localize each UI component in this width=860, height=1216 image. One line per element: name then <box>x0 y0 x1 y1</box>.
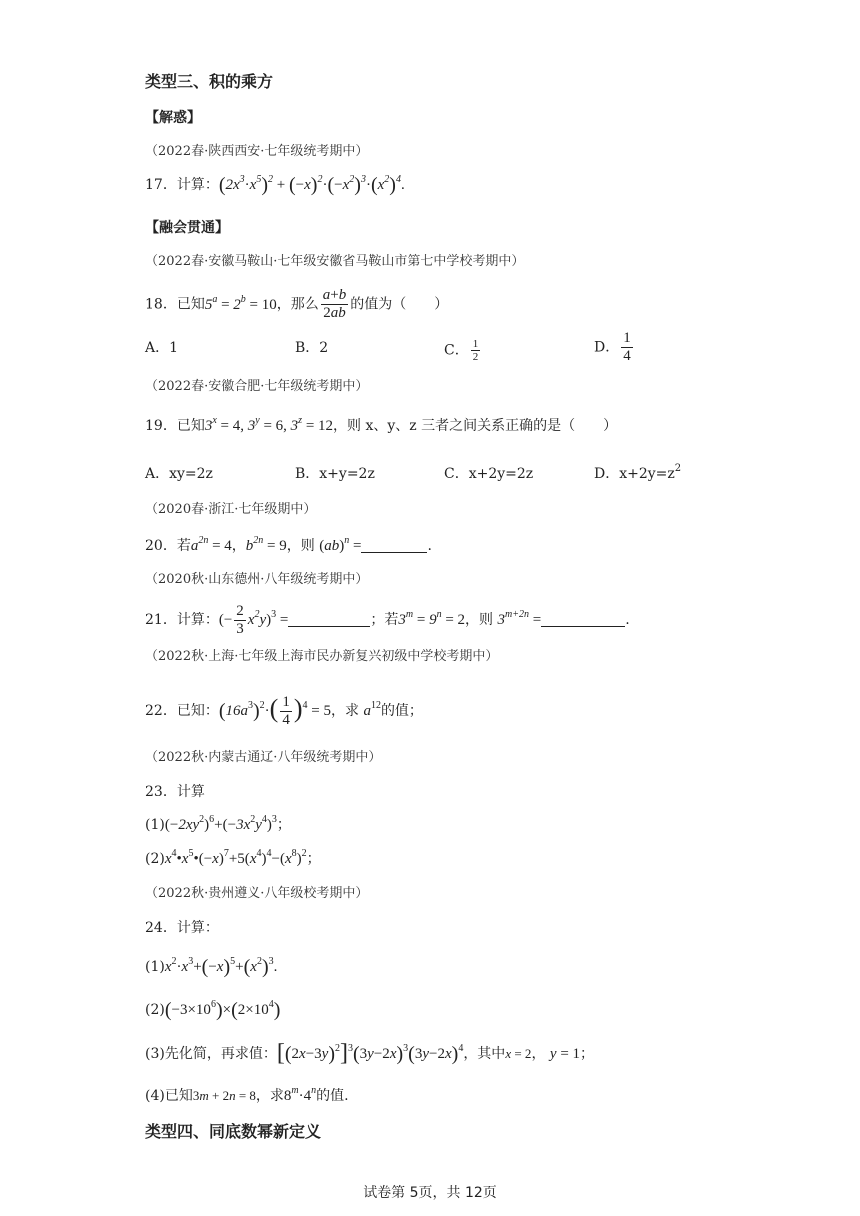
source-23: （2022秋·内蒙古通辽·八年级统考期中） <box>145 750 382 765</box>
q20-formula: $a^{2n} = 4$ <box>190 535 232 554</box>
q19-option-d-exp: 2 <box>674 463 682 474</box>
q24-part-4-expr: $8^m\cdot 4^n$ <box>283 1085 317 1104</box>
q24-part-4-mid: ，求 <box>255 1088 284 1104</box>
q22-label: 22．已知： <box>145 702 219 719</box>
section-heading-3: 类型三、积的乘方 <box>145 72 274 91</box>
q24-part-3: (3)先化简，再求值：$[(2x-3y)^2]^3(3y-2x)^3(3y-2x)^4$，其中x = 2， y = 1； <box>145 1040 595 1066</box>
page-footer: 试卷第 5页，共 12页 <box>363 1185 497 1201</box>
q18-option-d-label: D． <box>594 339 620 356</box>
q19-option-a[interactable]: A．xy=2z <box>145 466 213 482</box>
q22-formula: $(16a^3)^2\cdot$( $\frac{1}{4}$ )$^4$ = 5 <box>218 693 331 728</box>
q21-label: 21．计算： <box>145 611 219 628</box>
source-22: （2022秋·上海·七年级上海市民办新复兴初级中学校考期中） <box>145 649 499 664</box>
q19-option-d[interactable] <box>594 464 681 484</box>
source-24: （2022秋·贵州遵义·八年级校考期中） <box>145 886 369 901</box>
q24-part-4-label: (4)已知 <box>145 1088 193 1104</box>
q19-option-d-label: D．x+2y=z <box>594 466 675 482</box>
q22-end: 的值； <box>380 702 423 719</box>
q17-formula: $(2x^3\cdot x^5)^2 + (-x)^2\cdot(-x^2)^3\cdot(x^2)^4$. <box>218 174 405 196</box>
question-23: 23．计算 <box>145 784 205 800</box>
q18-option-a[interactable]: A．1 <box>145 340 179 356</box>
q20-formula-c: (ab)$^n$ = <box>319 535 362 554</box>
q20-label: 20．若 <box>145 538 191 554</box>
q24-part-3-where: ，其中 <box>463 1046 506 1062</box>
q21-formula-a: (− $\frac{2}{3}$ $x^2y)^3$ = <box>218 603 289 637</box>
tag-ronghui: 【融会贯通】 <box>145 220 229 236</box>
question-18 <box>145 287 448 322</box>
q19-label: 19．已知 <box>145 418 205 434</box>
q23-part-2: $(2)x^4•x^5•(-x)^7+5(x^4)^4-(x^8)^2$； <box>145 848 321 867</box>
question-20: 20．若$a^{2n} = 4$，$b^{2n} = 9$，则 (ab)$^n$ = . <box>145 535 432 554</box>
q18-option-c-fraction: $\frac{1}{2}$ <box>472 338 479 363</box>
source-19: （2022春·安徽合肥·七年级统考期中） <box>145 379 369 394</box>
q17-label: 17．计算： <box>145 177 219 193</box>
q18-end: 的值为（ ） <box>350 296 449 313</box>
section-heading-4: 类型四、同底数幂新定义 <box>145 1122 322 1141</box>
q24-part-3-y: y = 1 <box>549 1046 581 1062</box>
question-22: 22．已知：$(16a^3)^2\cdot$( $\frac{1}{4}$ )$^4$ = 5，求 $a^{12}$的值； <box>145 693 423 728</box>
q24-part-4 <box>145 1086 349 1106</box>
q24-part-2: $(2)(-3\times 10^6)\times(2\times 10^4)$ <box>145 999 281 1021</box>
q21-answer-blank-1[interactable] <box>288 612 370 627</box>
q18-mid: ，那么 <box>276 296 319 313</box>
q21-formula-c: $3^{m+2n}$ = <box>497 608 542 628</box>
q20-answer-blank[interactable] <box>361 538 427 553</box>
q24-part-3-label: (3)先化简，再求值： <box>145 1046 277 1062</box>
q19-option-c[interactable]: C．x+2y=2z <box>444 466 534 482</box>
q18-option-d[interactable] <box>594 330 635 365</box>
q22-formula-b: $a^{12}$ <box>363 699 381 719</box>
q23-part-1: $(1)(-2xy^2)^6+(-3x^2y^4)^3$； <box>145 814 291 833</box>
question-17 <box>145 175 405 195</box>
q19-end: ，则 x、y、z 三者之间关系正确的是（ ） <box>333 418 618 434</box>
q21-formula-b: $3^m = 9^n = 2$ <box>398 608 466 628</box>
q18-option-c[interactable] <box>444 338 482 363</box>
q21-answer-blank-2[interactable] <box>541 612 625 627</box>
question-19 <box>145 416 617 436</box>
source-21: （2020秋·山东德州·八年级统考期中） <box>145 572 369 587</box>
q19-option-b[interactable]: B．x+y=2z <box>295 466 375 482</box>
q20-formula-b: $b^{2n} = 9$ <box>245 535 287 554</box>
q24-part-3-formula: $[(2x-3y)^2]^3(3y-2x)^3(3y-2x)^4$ <box>276 1040 464 1066</box>
q18-option-b[interactable]: B．2 <box>295 340 329 356</box>
question-24: 24．计算： <box>145 920 219 936</box>
q18-formula-a: $5^a = 2^b = 10$ <box>204 293 277 313</box>
q18-option-d-fraction: $\frac{1}{4}$ <box>623 330 631 364</box>
q18-label: 18．已知 <box>145 296 205 313</box>
q18-option-c-label: C． <box>444 342 469 359</box>
question-21: 21．计算：(− $\frac{2}{3}$ $x^2y)^3$ = ；若$3^m = 9^n = 2$，则 $3^{m+2n}$ = . <box>145 603 630 637</box>
q24-part-3-x: x = 2 <box>505 1046 532 1061</box>
source-17: （2022春·陕西西安·七年级统考期中） <box>145 144 369 159</box>
source-18: （2022春·安徽马鞍山·七年级安徽省马鞍山市第七中学校考期中） <box>145 254 525 269</box>
q24-part-1: $(1)x^2\cdot x^3+(-x)^5+(x^2)^3$. <box>145 956 278 978</box>
q24-part-4-cond: 3m + 2n = 8 <box>192 1088 256 1103</box>
q18-fraction: $\frac{a+b}{2ab}$ <box>322 287 347 321</box>
q19-formula: 3$^x$ = 4, 3$^y$ = 6, 3$^z$ = 12 <box>204 415 334 434</box>
source-20: （2020春·浙江·七年级期中） <box>145 502 317 517</box>
q24-part-4-end: 的值. <box>316 1088 349 1104</box>
tag-jiehuo: 【解惑】 <box>145 110 201 126</box>
q21-mid: ；若 <box>370 611 399 628</box>
